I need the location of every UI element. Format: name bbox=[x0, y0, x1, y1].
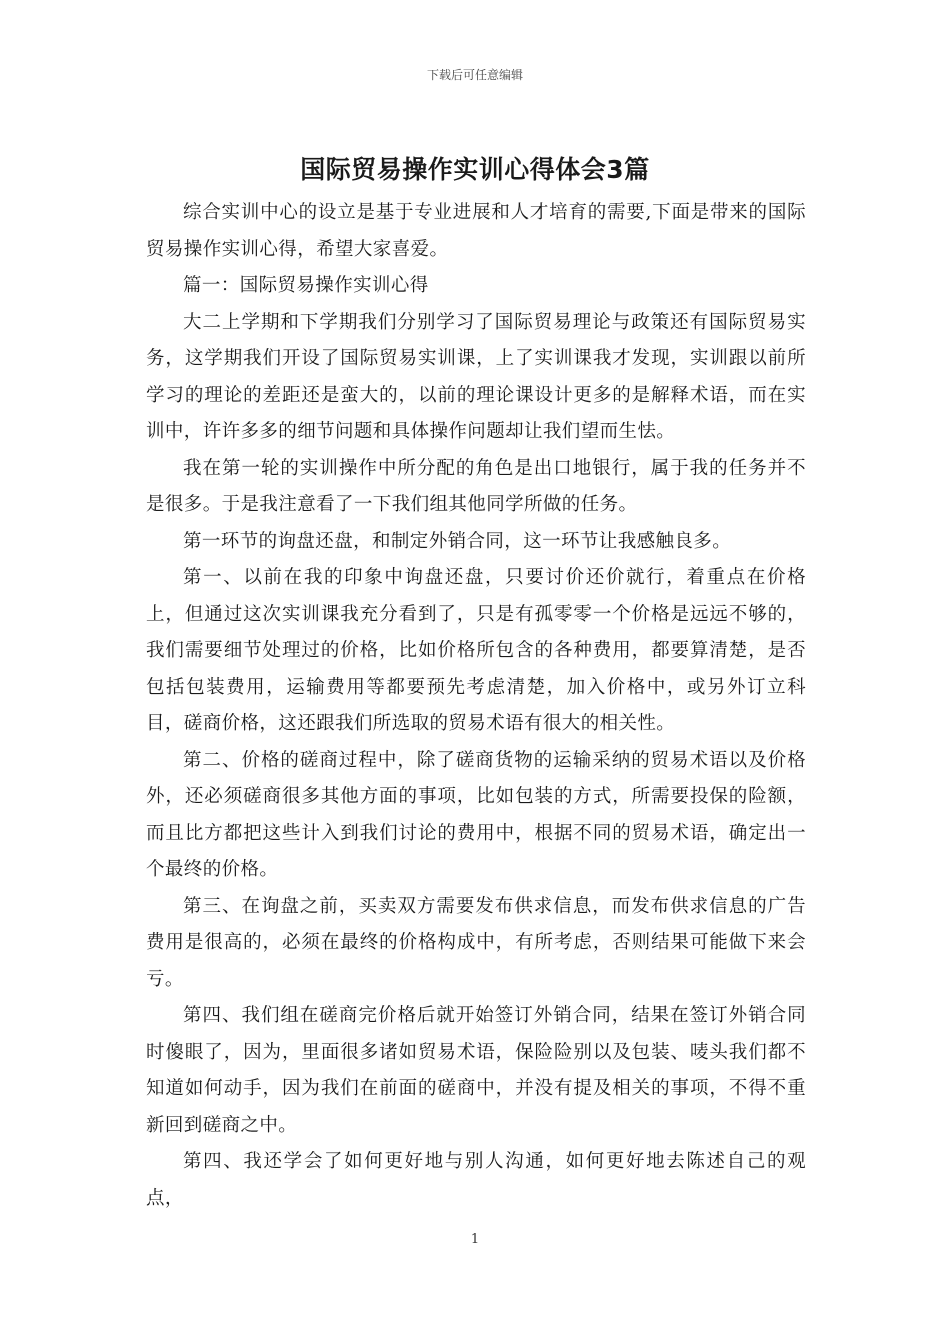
document-body bbox=[146, 195, 806, 1217]
paragraph: 我在第一轮的实训操作中所分配的角色是出口地银行，属于我的任务并不是很多。于是我注意看了一下我们组其他同学所做的任务。 bbox=[146, 457, 806, 515]
paragraph: 第三、在询盘之前，买卖双方需要发布供求信息，而发布供求信息的广告费用是很高的，必须在最终的价格构成中，有所考虑，否则结果可能做下来会亏。 bbox=[146, 895, 806, 990]
paragraph: 第一、以前在我的印象中询盘还盘，只要讨价还价就行，着重点在价格上，但通过这次实训课我充分看到了，只是有孤零零一个价格是远远不够的，我们需要细节处理过的价格，比如价格所包含的各种费用，都要算清楚，是否包括包装费用，运输费用等都要预先考虑清楚，加入价格中，或另外订立科目，磋商价格，这还跟我们所选取的贸易术语有很大的相关性。 bbox=[146, 567, 806, 734]
document-title: 国际贸易操作实训心得体会3篇 bbox=[300, 155, 650, 184]
paragraph: 综合实训中心的设立是基于专业进展和人才培育的需要,下面是带来的国际贸易操作实训心得，希望大家喜爱。 bbox=[146, 202, 806, 260]
paragraph: 第一环节的询盘还盘，和制定外销合同，这一环节让我感触良多。 bbox=[183, 530, 732, 552]
page-header-note: 下载后可任意编辑 bbox=[426, 68, 523, 82]
paragraph: 大二上学期和下学期我们分别学习了国际贸易理论与政策还有国际贸易实务，这学期我们开设了国际贸易实训课，上了实训课我才发现，实训跟以前所学习的理论的差距还是蛮大的，以前的理论课设计更多的是解释术语，而在实训中，许许多多的细节问题和具体操作问题却让我们望而生怯。 bbox=[146, 311, 806, 442]
paragraph: 第二、价格的磋商过程中，除了磋商货物的运输采纳的贸易术语以及价格外，还必须磋商很多其他方面的事项，比如包装的方式，所需要投保的险额，而且比方都把这些计入到我们讨论的费用中，根据不同的贸易术语，确定出一个最终的价格。 bbox=[146, 749, 806, 880]
page-number: 1 bbox=[470, 1232, 480, 1247]
section-heading: 篇一：国际贸易操作实训心得 bbox=[183, 275, 429, 296]
paragraph: 第四、我们组在磋商完价格后就开始签订外销合同，结果在签订外销合同时傻眼了，因为，里面很多诸如贸易术语，保险险别以及包装、唛头我们都不知道如何动手，因为我们在前面的磋商中，并没有提及相关的事项，不得不重新回到磋商之中。 bbox=[146, 1005, 806, 1136]
paragraph: 第四、我还学会了如何更好地与别人沟通，如何更好地去陈述自己的观点， bbox=[146, 1151, 806, 1209]
